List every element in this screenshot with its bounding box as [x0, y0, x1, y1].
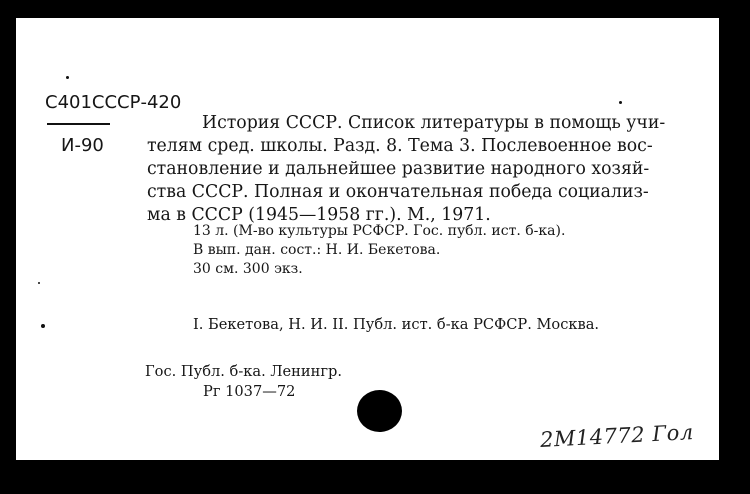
title-line-5: ма в СССР (1945—1958 гг.). М., 1971. — [147, 205, 491, 225]
title-line-2: телям сред. школы. Разд. 8. Тема 3. Послевоенное вос- — [147, 136, 653, 156]
tracing-line: I. Бекетова, Н. И. II. Публ. ист. б-ка РСФСР. Москва. — [193, 316, 600, 333]
divider-rule — [47, 123, 110, 125]
title-line-3: становление и дальнейшее развитие народного хозяй- — [147, 159, 650, 179]
author-mark: И-90 — [61, 135, 104, 156]
library-line: Гос. Публ. б-ка. Ленингр. — [145, 363, 342, 380]
punch-hole — [357, 390, 402, 432]
call-number: С401СССР-420 — [45, 92, 182, 113]
ink-speck — [41, 324, 45, 328]
details-line-2: В вып. дан. сост.: Н. И. Бекетова. — [193, 242, 441, 258]
details-line-3: 30 см. 300 экз. — [193, 261, 303, 277]
ink-speck — [619, 101, 622, 104]
ink-speck — [66, 76, 69, 79]
card-number: Рг 1037—72 — [203, 383, 296, 400]
handwritten-note: 2М14772 Гол — [539, 419, 695, 453]
title-line-1: История СССР. Список литературы в помощь учи- — [202, 113, 666, 133]
ink-speck — [38, 282, 40, 284]
details-line-1: 13 л. (М-во культуры РСФСР. Гос. публ. ист. б-ка). — [193, 223, 566, 239]
title-line-4: ства СССР. Полная и окончательная победа социализ- — [147, 182, 649, 202]
